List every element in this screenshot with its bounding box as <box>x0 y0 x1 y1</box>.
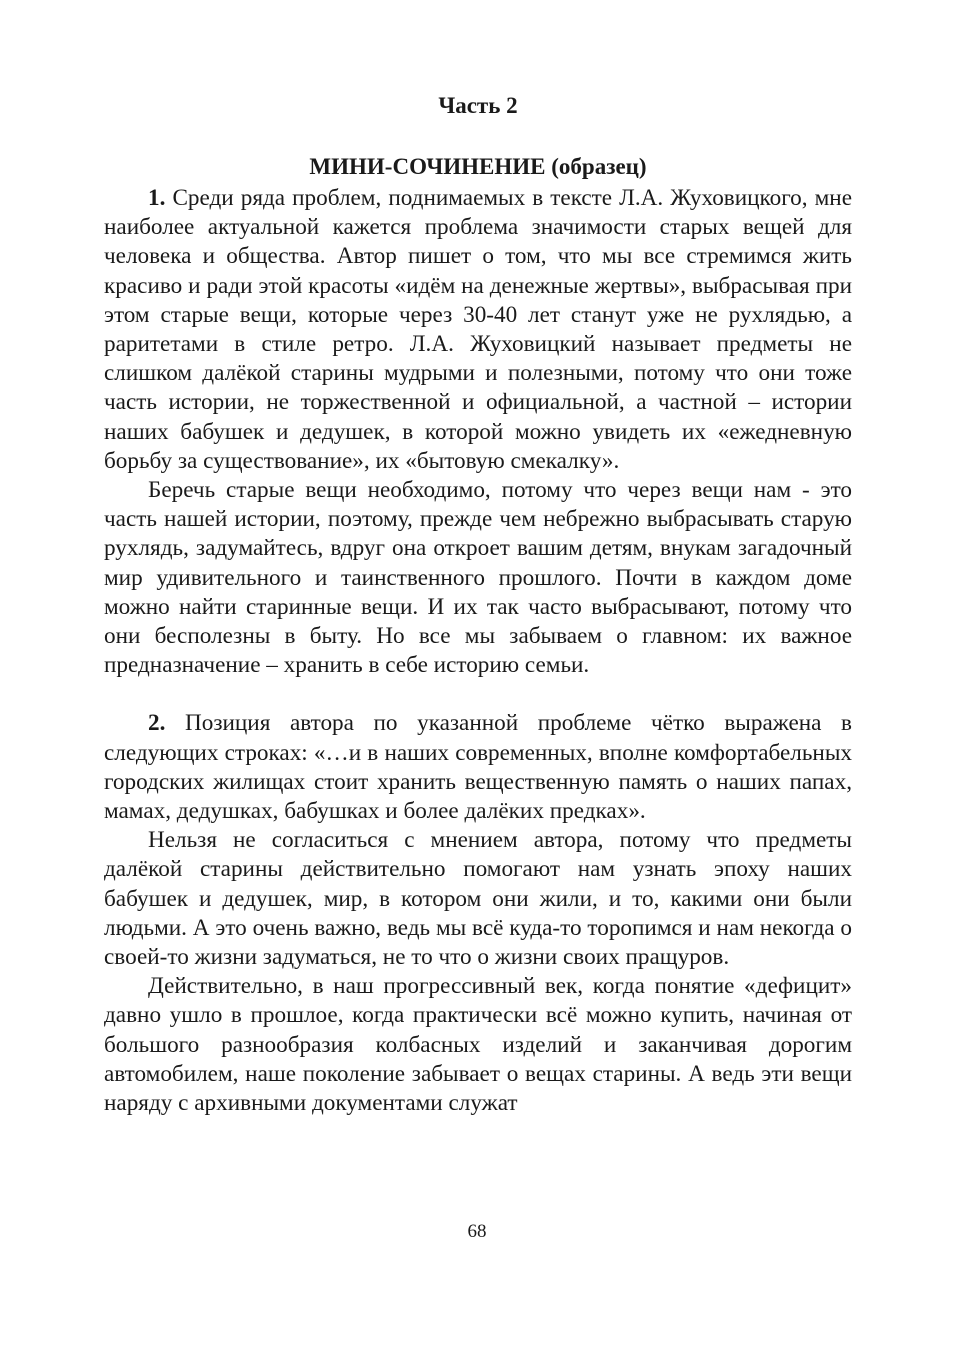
page-content <box>104 88 852 1118</box>
paragraph-5 <box>104 972 852 1118</box>
paragraph-1 <box>104 184 852 476</box>
paragraph-number: 2. <box>148 710 166 737</box>
paragraph-text: Среди ряда проблем, поднимаемых в тексте Л.А. Жуховицкого, мне наиболее актуальной кажется проблема значимости старых вещей для человека и общества. Автор пишет о том, что мы все стремимся жить красиво и ради этой красоты «идём на денежные жертвы», выбрасывая при этом старые вещи, которые через 30-40 лет станут уже не рухлядью, а раритетами в стиле ретро. Л.А. Жуховицкий называет предметы не слишком далёкой старины мудрыми и полезными, потому что они тоже часть истории, не торжественной и официальной, а частной – истории наших бабушек и дедушек, в которой можно увидеть их «ежедневную борьбу за существование», их «бытовую смекалку». <box>104 185 852 474</box>
part-title: Часть 2 <box>438 93 518 118</box>
paragraph-3 <box>104 709 852 826</box>
paragraph-4 <box>104 826 852 972</box>
paragraph-text: Беречь старые вещи необходимо, потому что через вещи нам - это часть нашей истории, поэтому, прежде чем небрежно выбрасывать старую рухлядь, задумайтесь, вдруг она откроет вашим детям, внукам загадочный мир удивительного и таинственного прошлого. Почти в каждом доме можно найти старинные вещи. И их так часто выбрасывают, потому что они бесполезны в быту. Но все мы забываем о главном: их важное предназначение – хранить в себе историю семьи. <box>104 477 852 679</box>
paragraph-number: 1. <box>148 185 166 211</box>
paragraph-text: Действительно, в наш прогрессивный век, когда понятие «дефицит» давно ушло в прошлое, когда практически всё можно купить, начиная от большого разнообразия колбасных изделий и заканчивая дорогим автомобилем, наше поколение забывает о вещах старины. А ведь эти вещи наряду с архивными документами служат <box>104 973 852 1117</box>
section-title: МИНИ-СОЧИНЕНИЕ (образец) <box>309 154 647 179</box>
paragraph-text: Позиция автора по указанной проблеме чётко выражена в следующих строках: «…и в наших современных, вполне комфортабельных городских жилищах стоит хранить вещественную память о наших папах, мамах, дедушках, бабушках и более далёких предках». <box>104 710 852 825</box>
page-number: 68 <box>467 1221 487 1242</box>
section-gap <box>104 680 852 709</box>
paragraph-2 <box>104 476 852 680</box>
paragraph-text: Нельзя не согласиться с мнением автора, потому что предметы далёкой старины действительно помогают нам узнать эпоху наших бабушек и дедушек, мир, в котором они жили, и то, какими они были людьми. А это очень важно, ведь мы всё куда-то торопимся и нам некогда о своей-то жизни задуматься, не то что о жизни своих пращуров. <box>104 827 852 971</box>
